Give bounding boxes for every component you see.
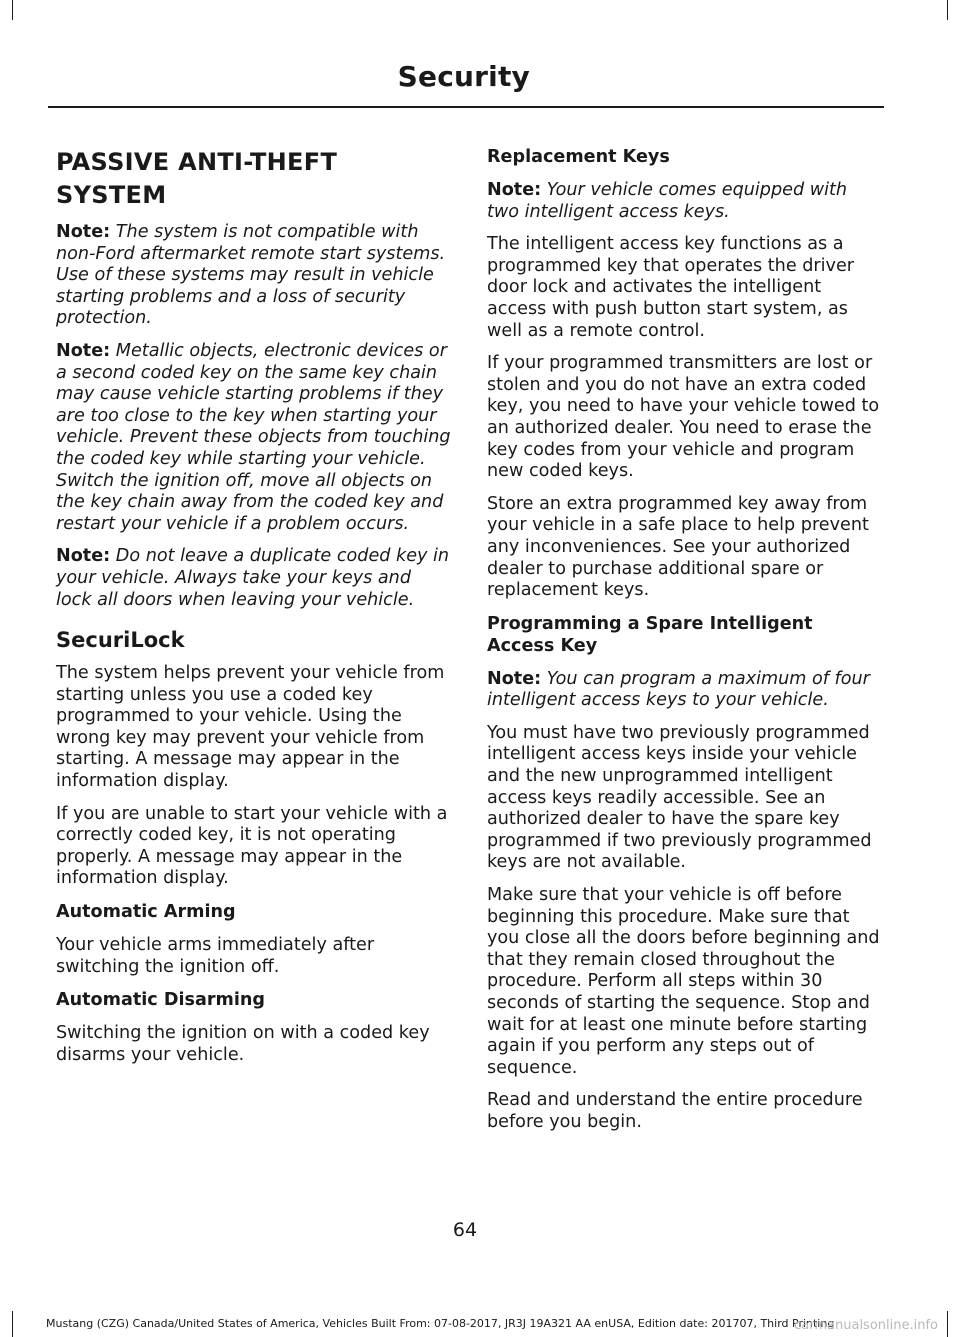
note-text: Your vehicle comes equipped with two intelligent access keys. bbox=[487, 180, 848, 222]
crop-mark-top-left bbox=[12, 0, 13, 20]
body-paragraph: Make sure that your vehicle is off before beginning this procedure. Make sure that you close all the doors before beginning and that they remain closed throughout the procedure. Perform all steps within 30 seconds of starting the sequence. Stop and wait for at least one minute before starting again if you perform any steps out of sequence. bbox=[487, 885, 880, 1078]
page-title: Security bbox=[397, 60, 530, 93]
note-label: Note: bbox=[56, 340, 111, 361]
note-text: Metallic objects, electronic devices or a second coded key on the same key chain may cause vehicle starting problems if they are too close to the key when starting your vehicle. Prevent these objects from touching the coded key while starting your vehicle. Switch the ignition off, move all objects on the key chain away from the coded key and restart your vehicle if a problem occurs. bbox=[56, 340, 451, 534]
note-text: The system is not compatible with non-Ford aftermarket remote start systems. Use of these systems may result in vehicle starting problems and a loss of security protection. bbox=[56, 222, 446, 329]
body-paragraph: If your programmed transmitters are lost or stolen and you do not have an extra coded key, you need to have your vehicle towed to an authorized dealer. You need to erase the key codes from your vehicle and program new coded keys. bbox=[487, 353, 880, 482]
body-paragraph: The intelligent access key functions as a programmed key that operates the driver door lock and activates the intelligent access with push button start system, as well as a remote control. bbox=[487, 234, 855, 341]
body-paragraph: Store an extra programmed key away from your vehicle in a safe place to help prevent any inconveniences. See your authorized dealer to purchase additional spare or replacement keys. bbox=[487, 493, 869, 601]
section-heading-securilock: SecuriLock bbox=[56, 628, 185, 653]
note-label: Note: bbox=[56, 546, 111, 567]
crop-mark-top-right bbox=[947, 0, 948, 20]
note-text: Do not leave a duplicate coded key in your vehicle. Always take your keys and lock all doors when leaving your vehicle. bbox=[56, 546, 450, 610]
note-label: Note: bbox=[487, 668, 542, 689]
body-paragraph: You must have two previously programmed intelligent access keys inside your vehicle and the new unprogrammed intelligent access keys readily accessible. See an authorized dealer to have the spare key programmed if two previously programmed keys are not available. bbox=[487, 722, 872, 873]
subheading-automatic-disarming: Automatic Disarming bbox=[56, 990, 265, 1011]
note-label: Note: bbox=[56, 222, 111, 242]
crop-mark-bottom-right bbox=[947, 1311, 948, 1337]
note-label: Note: bbox=[487, 180, 542, 200]
body-paragraph: If you are unable to start your vehicle with a correctly coded key, it is not operating properly. A message may appear in the information display. bbox=[56, 803, 448, 889]
body-paragraph: The system helps prevent your vehicle from starting unless you use a coded key programmed to your vehicle. Using the wrong key may prevent your vehicle from starting. A message may appear in the information display. bbox=[56, 663, 445, 792]
page-number: 64 bbox=[452, 1219, 478, 1241]
right-column bbox=[487, 146, 883, 1145]
section-heading-passive-anti-theft: PASSIVE ANTI-THEFT SYSTEM bbox=[56, 148, 338, 209]
note-paragraph bbox=[487, 669, 883, 712]
subheading-automatic-arming: Automatic Arming bbox=[56, 902, 236, 923]
crop-mark-bottom-left bbox=[12, 1311, 13, 1337]
note-paragraph bbox=[487, 180, 883, 223]
note-paragraph bbox=[56, 546, 452, 611]
body-paragraph: Your vehicle arms immediately after switching the ignition off. bbox=[56, 935, 375, 977]
note-paragraph bbox=[56, 222, 452, 330]
subheading-replacement-keys: Replacement Keys bbox=[487, 147, 670, 167]
note-paragraph bbox=[56, 341, 452, 535]
body-paragraph: Read and understand the entire procedure before you begin. bbox=[487, 1090, 863, 1132]
footer-edition-info: Mustang (CZG) Canada/United States of America, Vehicles Built From: 07-08-2017, JR3J 19A321 AA enUSA, Edition date: 201707, Third Printing bbox=[46, 1317, 835, 1330]
subheading-programming-spare-key: Programming a Spare Intelligent Access Key bbox=[487, 613, 813, 656]
header-rule bbox=[48, 106, 884, 108]
note-text: You can program a maximum of four intelligent access keys to your vehicle. bbox=[487, 668, 870, 711]
watermark-text: carmanualsonline.info bbox=[794, 1318, 938, 1333]
left-column bbox=[56, 146, 452, 1077]
body-paragraph: Switching the ignition on with a coded key disarms your vehicle. bbox=[56, 1023, 430, 1065]
